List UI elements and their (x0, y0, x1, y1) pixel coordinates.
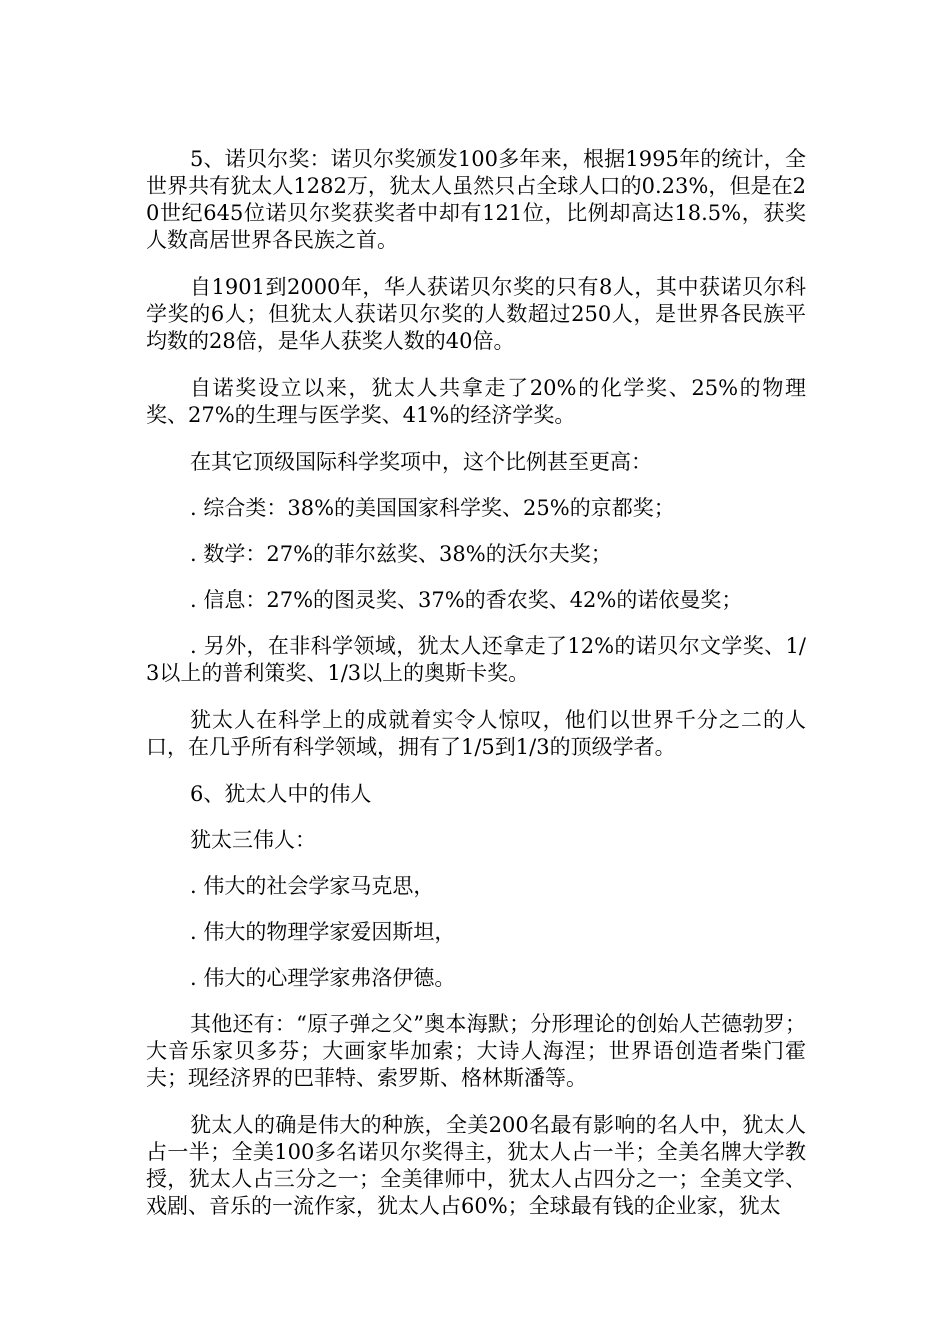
paragraph-nobel-shares: 自诺奖设立以来，犹太人共拿走了20%的化学奖、25%的物理奖、27%的生理与医学奖、41%的经济学奖。 (146, 376, 806, 427)
paragraph-great-race: 犹太人的确是伟大的种族，全美200名最有影响的名人中，犹太人占一半；全美100多名诺贝尔奖得主，犹太人占一半；全美名牌大学教授，犹太人占三分之一；全美律师中，犹太人占四分之一；全美文学、戏剧、音乐的一流作家，犹太人占60%；全球最有钱的企业家，犹太 (146, 1113, 806, 1218)
list-item-einstein: . 伟大的物理学家爱因斯坦， (190, 920, 456, 944)
section-heading-great-people: 6、犹太人中的伟人 (190, 782, 372, 806)
document-page (146, 146, 806, 1240)
paragraph-other-awards-intro: 在其它顶级国际科学奖项中，这个比例甚至更高： (190, 450, 652, 474)
list-item-freud: . 伟大的心理学家弗洛伊德。 (190, 966, 456, 990)
list-item-general: . 综合类：38%的美国国家科学奖、25%的京都奖； (190, 496, 675, 520)
list-item-math: . 数学：27%的菲尔兹奖、38%的沃尔夫奖； (190, 542, 612, 566)
paragraph-chinese-vs-jewish: 自1901到2000年，华人获诺贝尔奖的只有8人，其中获诺贝尔科学奖的6人；但犹太人获诺贝尔奖的人数超过250人，是世界各民族平均数的28倍，是华人获奖人数的40倍。 (146, 275, 806, 353)
list-item-information: . 信息：27%的图灵奖、37%的香农奖、42%的诺依曼奖； (190, 588, 743, 612)
paragraph-science-achievement: 犹太人在科学上的成就着实令人惊叹，他们以世界千分之二的人口，在几乎所有科学领域，拥有了1/5到1/3的顶级学者。 (146, 708, 806, 759)
paragraph-three-greats: 犹太三伟人： (190, 828, 316, 852)
paragraph-nobel-prize: 5、诺贝尔奖：诺贝尔奖颁发100多年来，根据1995年的统计，全世界共有犹太人1282万，犹太人虽然只占全球人口的0.23%，但是在20世纪645位诺贝尔奖获奖者中却有121位，比例却高达18.5%，获奖人数高居世界各民族之首。 (146, 147, 806, 252)
list-item-non-science: . 另外，在非科学领域，犹太人还拿走了12%的诺贝尔文学奖、1/3以上的普利策奖、1/3以上的奥斯卡奖。 (146, 634, 806, 685)
list-item-marx: . 伟大的社会学家马克思， (190, 874, 435, 898)
paragraph-others: 其他还有：“原子弹之父”奥本海默；分形理论的创始人芒德勃罗；大音乐家贝多芬；大画家毕加索；大诗人海涅；世界语创造者柴门霍夫；现经济界的巴菲特、索罗斯、格林斯潘等。 (146, 1012, 806, 1090)
